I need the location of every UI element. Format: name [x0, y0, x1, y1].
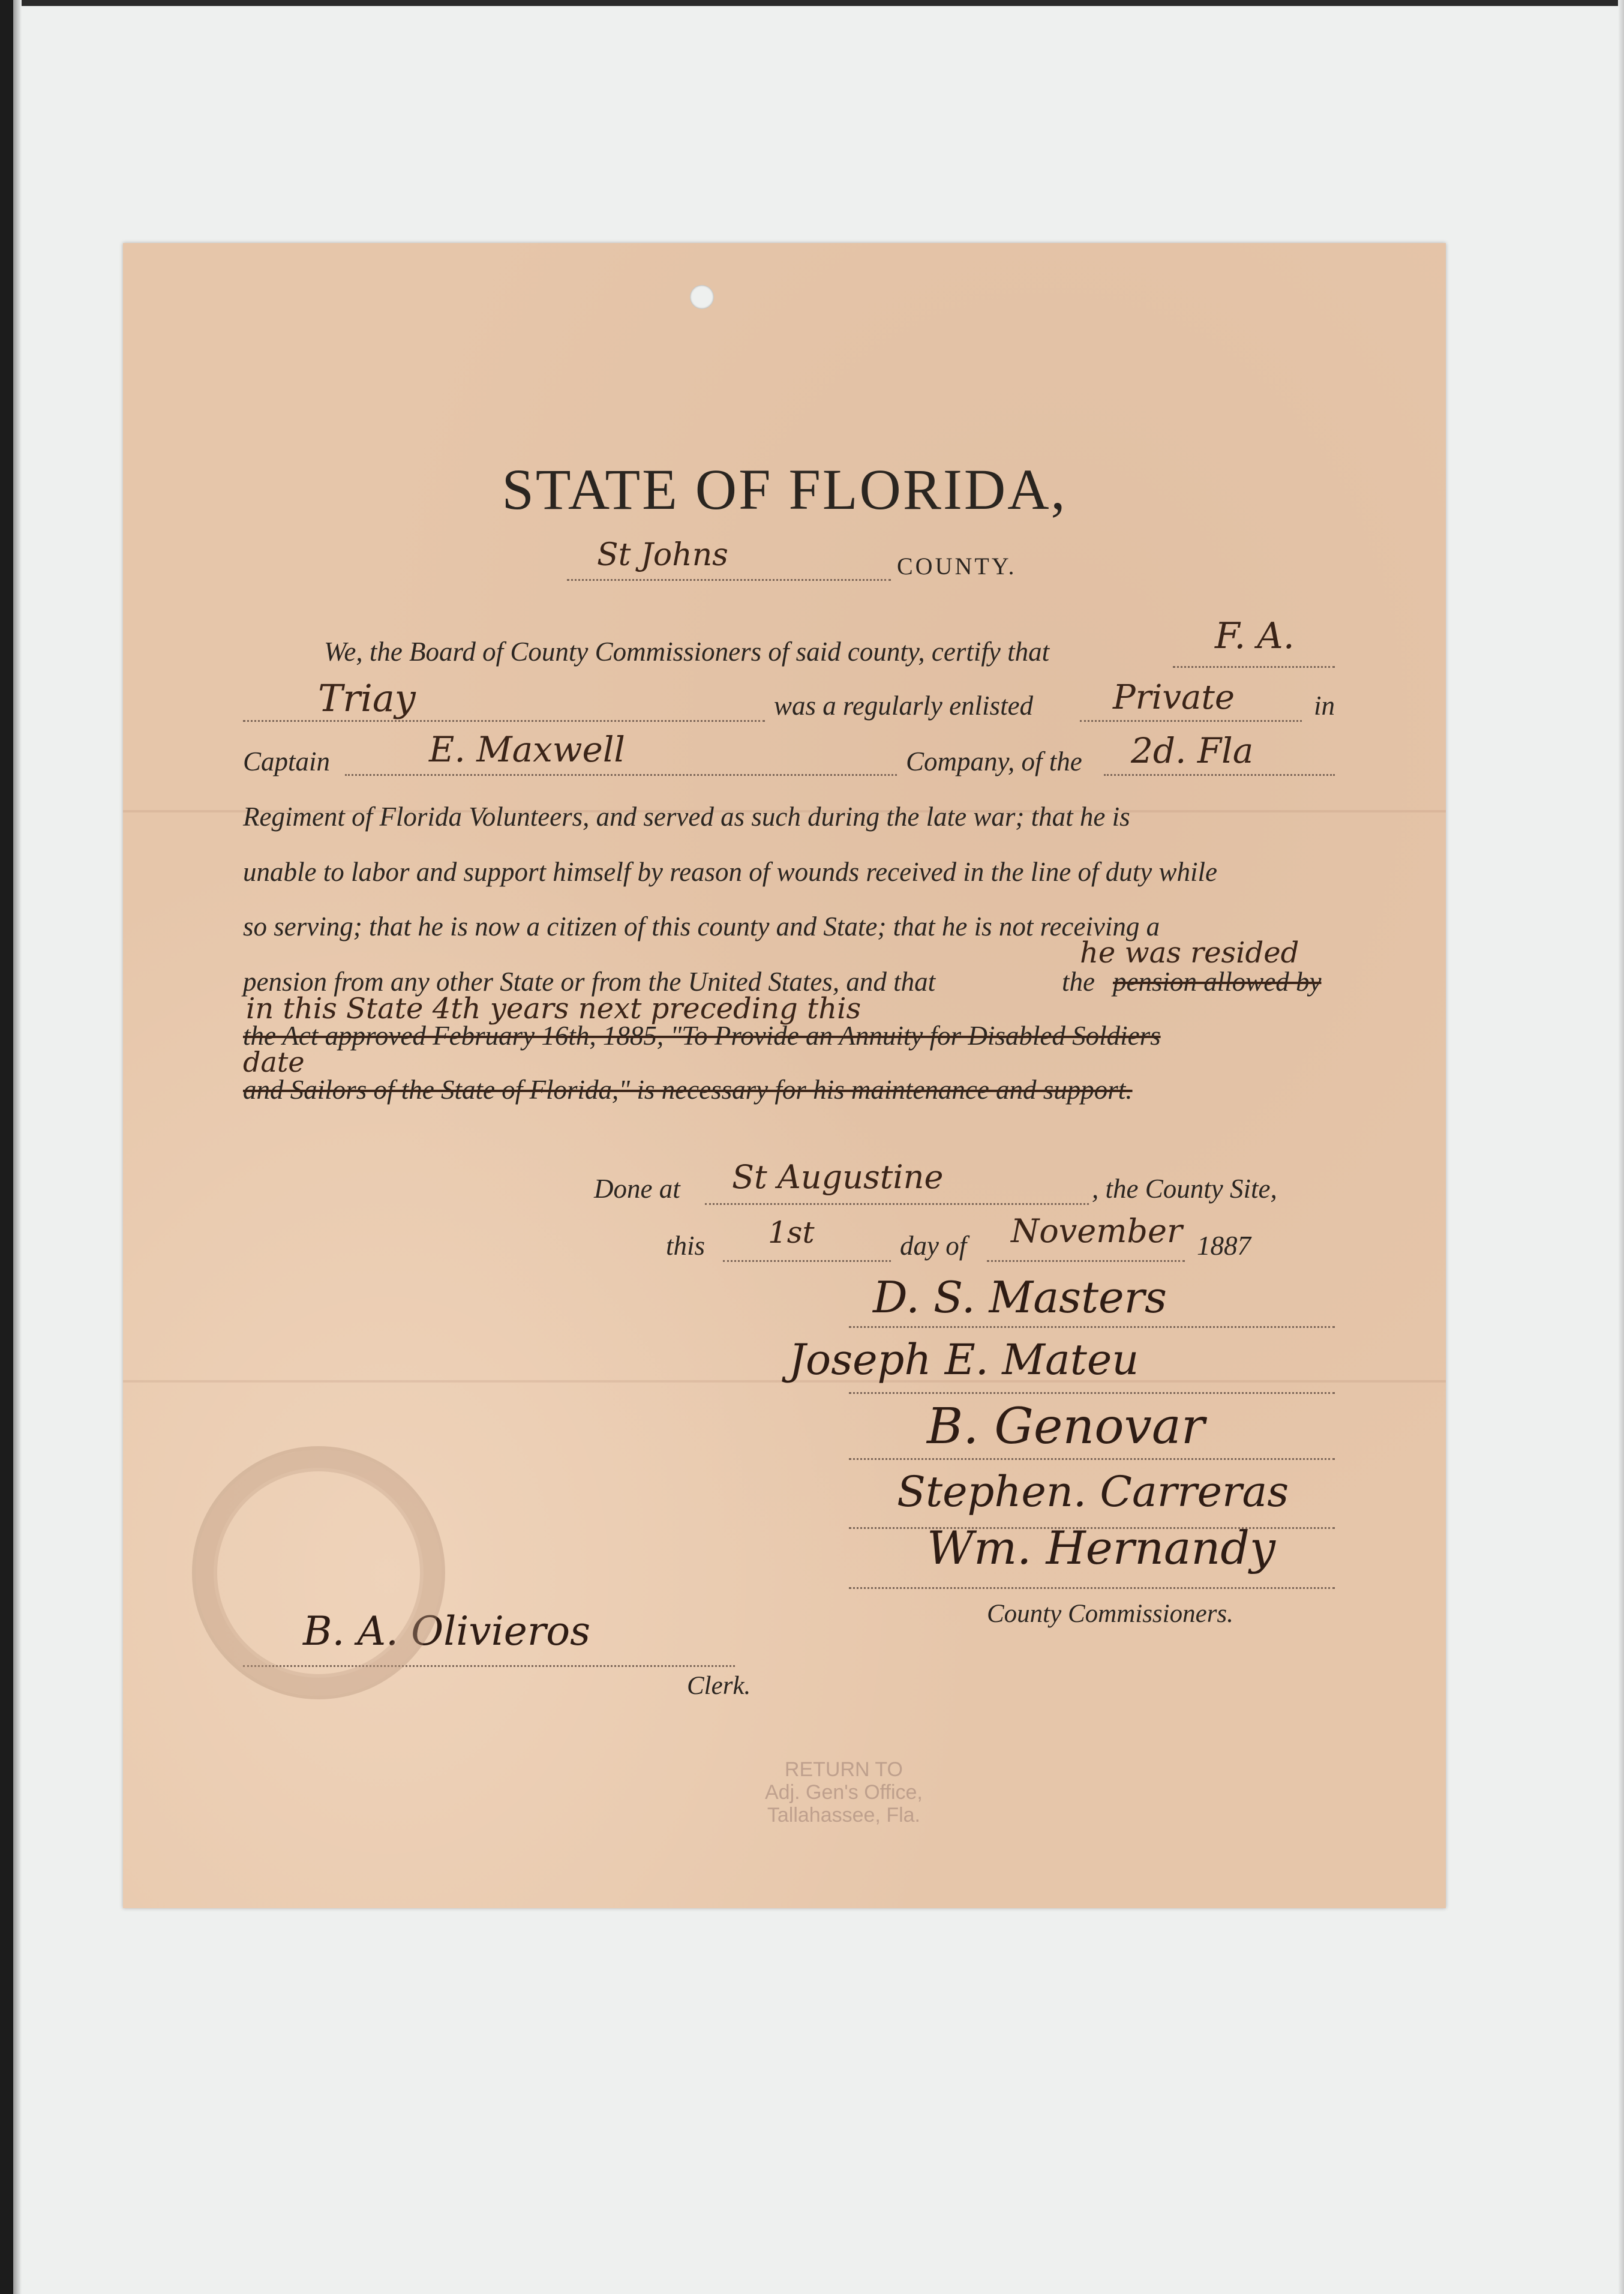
- captain-text: Captain: [243, 746, 331, 776]
- signature-line: [849, 1587, 1335, 1589]
- captain-line: [345, 774, 897, 776]
- in-text: in: [1314, 691, 1335, 721]
- struck-text-1: pension allowed by: [1113, 967, 1322, 997]
- captain-value: E. Maxwell: [429, 729, 625, 770]
- initials-value: F. A.: [1215, 615, 1295, 657]
- month-line: [987, 1260, 1185, 1262]
- clerk-label: Clerk.: [687, 1672, 751, 1700]
- county-site-text: , the County Site,: [1092, 1174, 1277, 1204]
- rank-line: [1080, 720, 1302, 722]
- regiment-line: [1104, 774, 1335, 776]
- signature-4: Stephen. Carreras: [897, 1467, 1289, 1516]
- signature-2: Joseph E. Mateu: [789, 1335, 1139, 1384]
- struck-text-3: and Sailors of the State of Florida," is necessary for his maintenance and support.: [243, 1075, 1133, 1105]
- signature-line: [849, 1392, 1335, 1394]
- day-line: [723, 1260, 891, 1262]
- inserted-text-1: he was resided: [1080, 936, 1299, 970]
- scan-top-edge: [0, 0, 1624, 6]
- stamp-line: Tallahassee, Fla.: [767, 1804, 920, 1827]
- regiment-value: 2d. Fla: [1131, 730, 1254, 771]
- surname-line: [243, 720, 765, 722]
- clerk-signature: B. A. Olivieros: [303, 1608, 591, 1654]
- scan-right-shadow: [1618, 0, 1624, 2294]
- body-line-5: unable to labor and support himself by reason of wounds received in the line of duty while: [243, 857, 1217, 887]
- body-line-7-the: the: [1062, 967, 1095, 997]
- done-at-label: Done at: [594, 1174, 680, 1204]
- fold-crease: [123, 1380, 1446, 1383]
- county-label: COUNTY.: [897, 553, 1017, 580]
- year-text: 1887: [1197, 1231, 1251, 1261]
- body-line-4: Regiment of Florida Volunteers, and served as such during the late war; that he is: [243, 802, 1130, 832]
- punch-hole: [690, 285, 714, 309]
- day-of-label: day of: [900, 1231, 967, 1261]
- scan-left-shadow: [13, 0, 22, 2294]
- day-value: 1st: [768, 1215, 815, 1250]
- stamp-line: Adj. Gen's Office,: [765, 1781, 923, 1804]
- body-line-7: pension from any other State or from the United States, and that: [243, 967, 936, 997]
- return-stamp: [765, 1758, 923, 1827]
- county-value: St Johns: [597, 537, 728, 573]
- body-line-6: so serving; that he is now a citizen of this county and State; that he is not receiving a: [243, 911, 1160, 941]
- signature-1: D. S. Masters: [873, 1272, 1167, 1323]
- signature-3: B. Genovar: [927, 1398, 1205, 1455]
- signature-line: [849, 1458, 1335, 1460]
- document-title: STATE OF FLORIDA,: [502, 457, 1067, 521]
- struck-text-2: the Act approved February 16th, 1885, "To Provide an Annuity for Disabled Soldiers: [243, 1021, 1161, 1051]
- month-value: November: [1011, 1212, 1182, 1250]
- signature-line: [849, 1326, 1335, 1328]
- enlisted-text: was a regularly enlisted: [774, 691, 1034, 721]
- surname-value: Triay: [318, 676, 416, 720]
- scan-left-edge: [0, 0, 13, 2294]
- document-paper: [123, 243, 1446, 1908]
- name-line: [1173, 666, 1335, 668]
- inserted-text-3: date: [243, 1046, 305, 1078]
- commissioners-label: County Commissioners.: [987, 1600, 1233, 1628]
- signature-5: Wm. Hernandy: [927, 1521, 1275, 1575]
- done-at-value: St Augustine: [732, 1158, 944, 1196]
- certify-text: We, the Board of County Commissioners of said county, certify that: [324, 637, 1050, 667]
- stamp-line: RETURN TO: [784, 1758, 903, 1781]
- this-label: this: [666, 1231, 706, 1261]
- rank-value: Private: [1113, 678, 1235, 717]
- inserted-text-2: in this State 4th years next preceding this: [246, 992, 861, 1025]
- company-text: Company, of the: [906, 746, 1082, 776]
- county-line: [567, 579, 891, 581]
- done-at-line: [705, 1203, 1089, 1205]
- embossed-seal: [192, 1446, 445, 1699]
